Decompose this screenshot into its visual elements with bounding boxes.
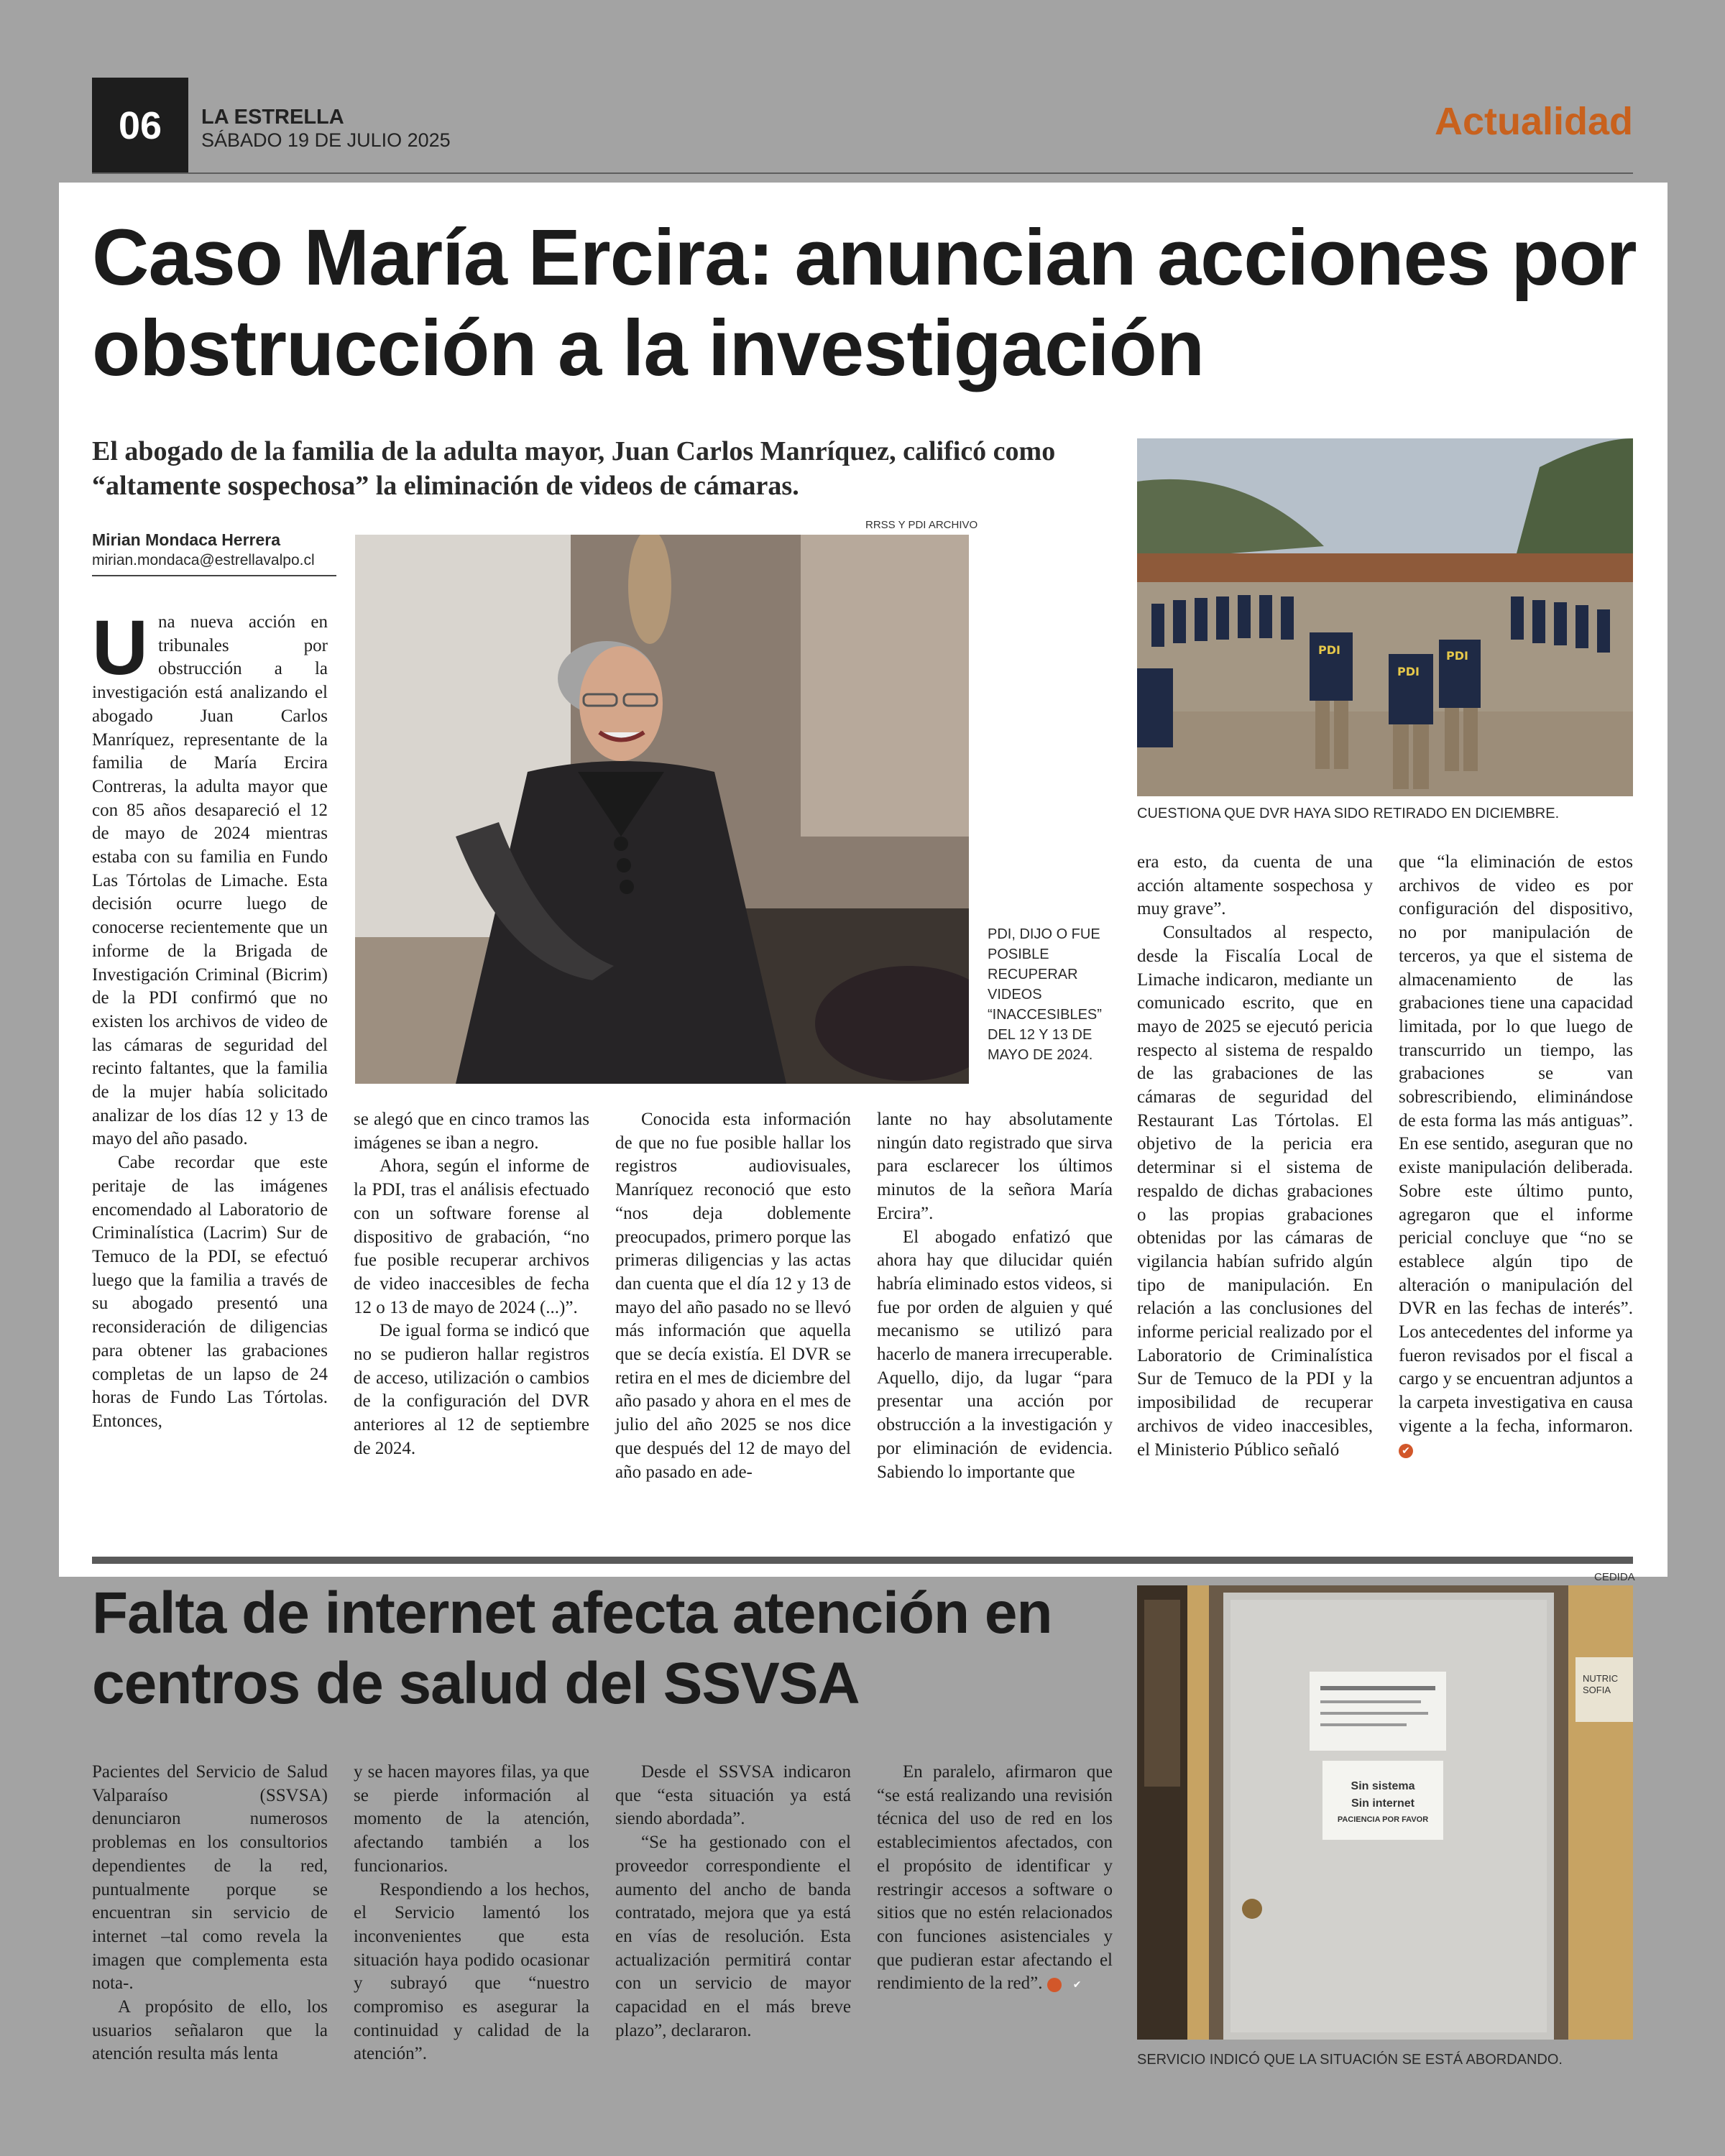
- article2-col4-paragraph: En paralelo, afirmaron que “se está realizando una revisión técnica del uso de red en los establecimientos afectados, con el propósito de identificar y restringir accesos a software o sitios que no estén relacionados con funciones asistenciales y que pudieran estar afectando el rendimiento de la red”.: [877, 1762, 1113, 1994]
- article2-headline: Falta de internet afecta atención en centros de salud del SSVSA: [92, 1580, 1052, 1716]
- article1-col4-paragraph: El abogado enfatizó que ahora hay que dilucidar quién habría eliminado estos videos, si fue por orden de alguien y qué mecanismo se utilizó para hacerlo de manera irrecuperable. Aquello, dijo, da lugar “para presentar una acción por obstrucción a la investigación y por eliminación de evidencia. Sabiendo lo importante que: [877, 1227, 1113, 1482]
- svg-text:PDI: PDI: [1318, 643, 1340, 657]
- article1-col2-paragraph: se alegó que en cinco tramos las imágenes se iban a negro.: [354, 1110, 589, 1153]
- sign-line-3: PACIENCIA POR FAVOR: [1337, 1815, 1429, 1824]
- photo1-credit: RRSS Y PDI ARCHIVO: [865, 519, 978, 531]
- author-rule: [92, 575, 336, 576]
- issue-date: SÁBADO 19 DE JULIO 2025: [201, 129, 451, 151]
- drop-cap: U: [92, 604, 148, 691]
- photo1-caption: PDI, DIJO O FUE POSIBLE RECUPERAR VIDEOS “INACCESIBLES” DEL 12 Y 13 DE MAYO DE 2024.: [988, 926, 1102, 1063]
- end-of-article-icon: ✔: [1047, 1978, 1062, 1992]
- clinic-door-photo: [1137, 1585, 1633, 2040]
- photo2-caption: CUESTIONA QUE DVR HAYA SIDO RETIRADO EN DICIEMBRE.: [1137, 806, 1560, 821]
- article-divider: [92, 1557, 1633, 1564]
- photo3-caption: SERVICIO INDICÓ QUE LA SITUACIÓN SE ESTÁ ABORDANDO.: [1137, 2052, 1563, 2068]
- article2-col1-paragraph: A propósito de ello, los usuarios señalaron que la atención resulta más lenta: [92, 1997, 328, 2064]
- article2-column-4: [877, 1761, 1113, 1996]
- page-number: 06: [92, 78, 188, 174]
- side-sign: NUTRIC SOFIA: [1583, 1673, 1619, 1695]
- article1-column-6: [1399, 851, 1633, 1462]
- article1-col2-paragraph: De igual forma se indicó que no se pudieron hallar registros de acceso, utilización o cambios de la configuración del DVR anteriores al 12 de septiembre de 2024.: [354, 1321, 589, 1458]
- article1-col5-paragraph: era esto, da cuenta de una acción altamente sospechosa y muy grave”.: [1137, 852, 1373, 919]
- article1-author: Mirian Mondaca Herrera: [92, 530, 281, 549]
- article2-col1-paragraph: Pacientes del Servicio de Salud Valparaíso (SSVSA) denunciaron numerosos problemas en los consultorios dependientes de la red, puntualmente porque se encuentran sin servicio de internet –tal como revela la imagen que complementa esta nota-.: [92, 1762, 328, 1994]
- article2-column-2: [354, 1761, 589, 2066]
- article1-col2-paragraph: Ahora, según el informe de la PDI, tras el análisis efectuado con un software forense al dispositivo de grabación, “no fue posible recuperar archivos de video inaccesibles de fecha 12 o 13 de mayo de 2024 (...)”.: [354, 1156, 589, 1317]
- article1-column-1: [92, 604, 328, 1434]
- article1-author-email: mirian.mondaca@estrellavalpo.cl: [92, 552, 315, 568]
- article1-col1-paragraph: na nueva acción en tribunales por obstrucción a la investigación está analizando el abogado Juan Carlos Manríquez, representante de la familia de María Ercira Contreras, la adulta mayor que con 85 años desapareció el 12 de mayo de 2024 mientras estaba con su familia en Fundo Las Tórtolas de Limache. Esta decisión ocurre luego de conocerse recientemente que un informe de la Brigada de Investigación Criminal (Bicrim) de la PDI confirmó que no existen los archivos de video de las cámaras de seguridad del recinto faltantes, que la familia de la mujer había solicitado analizar de los días 12 y 13 de mayo del año pasado.: [92, 612, 328, 1149]
- photo3-credit: CEDIDA: [1594, 1571, 1635, 1583]
- article1-lead: El abogado de la familia de la adulta mayor, Juan Carlos Manríquez, calificó como “altamente sospechosa” la eliminación de videos de cámaras.: [92, 436, 1056, 501]
- end-of-article-icon: ✔: [1399, 1444, 1413, 1458]
- article1-headline: Caso María Ercira: anuncian acciones por obstrucción a la investigación: [92, 213, 1637, 392]
- article1-column-5: [1137, 851, 1373, 1462]
- article2-col2-paragraph: y se hacen mayores filas, ya que se pierde información al momento de la atención, afectando también a los funcionarios.: [354, 1762, 589, 1876]
- article1-column-3: [615, 1108, 851, 1484]
- article1-col3-paragraph: Conocida esta información de que no fue posible hallar los registros audiovisuales, Manríquez reconoció que esto “nos deja doblemente preocupados, primero porque las primeras diligencias y las actas dan cuenta que el día 12 y 13 de mayo del año pasado no se llevó más información que aquella que se decía existía. El DVR se retira en el mes de diciembre del año pasado y ahora en el mes de julio del año 2025 se nos dice que después del 12 de mayo del año pasado en ade-: [615, 1110, 851, 1482]
- page-header: [92, 78, 1633, 175]
- svg-text:PDI: PDI: [1446, 649, 1468, 663]
- svg-text:PDI: PDI: [1397, 665, 1420, 678]
- police-photo: [1137, 438, 1633, 796]
- article1-col4-paragraph: lante no hay absolutamente ningún dato registrado que sirva para esclarecer los últimos minutos de la señora María Ercira”.: [877, 1110, 1113, 1223]
- article2-column-1: [92, 1761, 328, 2066]
- section-name: Actualidad: [1434, 100, 1633, 143]
- article1-column-2: [354, 1108, 589, 1461]
- article2-col3-paragraph: Desde el SSVSA indicaron que “esta situación ya está siendo abordada”.: [615, 1762, 851, 1829]
- newspaper-name: LA ESTRELLA: [201, 106, 344, 129]
- article1-col5-paragraph: Consultados al respecto, desde la Fiscalía Local de Limache indicaron, mediante un comunicado escrito, que en mayo de 2025 se ejecutó pericia respecto al sistema de respaldo de las grabaciones de las cámaras de seguridad del Restaurant Las Tórtolas. El objetivo de la pericia era determinar si el sistema de respaldo de dichas grabaciones o las propias grabaciones obtenidas por las cámaras de vigilancia habían sufrido algún tipo de manipulación. En relación a las conclusiones del informe pericial realizado por el Laboratorio de Criminalística Sur de Temuco de la PDI y la imposibilidad de recuperar archivos de video inaccesibles, el Ministerio Público señaló: [1137, 923, 1373, 1460]
- article1-col6-paragraph: que “la eliminación de estos archivos de video es por configuración del dispositivo, no por manipulación de terceros, ya que el sistema de almacenamiento de las grabaciones tiene una capacidad limitada, por lo que luego de transcurrido un tiempo, las grabaciones se van sobrescribiendo, eliminándose de esta forma las más antiguas”. En ese sentido, aseguran que no existe manipulación deliberada. Sobre este último punto, agregaron que el informe pericial concluye que “no se establece algún tipo de alteración o manipulación del DVR en las fechas de interés”. Los antecedentes del informe ya fueron revisados por el fiscal a cargo y se encuentran adjuntos a la carpeta investigativa en causa vigente a la fecha, informaron.: [1399, 852, 1633, 1436]
- header-rule: [92, 172, 1633, 174]
- sign-line-1: Sin sistema: [1351, 1780, 1415, 1792]
- sign-line-2: Sin internet: [1351, 1797, 1414, 1810]
- article1-col1-paragraph: Cabe recordar que este peritaje de las imágenes encomendado al Laboratorio de Criminalística (Lacrim) Sur de Temuco de la PDI, se efectuó luego que la familia a través de su abogado presentó una reconsideración de diligencias para obtener las grabaciones completas de un lapso de 24 horas de Fundo Las Tórtolas. Entonces,: [92, 1153, 328, 1431]
- article2-col3-paragraph: “Se ha gestionado con el proveedor correspondiente el aumento del ancho de banda contratado, mejora que ya está en vías de resolución. Esta actualización permitirá contar con un servicio de mayor capacidad en el más breve plazo”, declararon.: [615, 1833, 851, 2040]
- article2-column-3: [615, 1761, 851, 2042]
- article2-col2-paragraph: Respondiendo a los hechos, el Servicio lamentó los inconvenientes que esta situación haya podido ocasionar y subrayó que “nuestro compromiso es asegurar la continuidad y calidad de la atención”.: [354, 1879, 589, 2064]
- article1-column-4: [877, 1108, 1113, 1484]
- portrait-photo: [355, 535, 969, 1084]
